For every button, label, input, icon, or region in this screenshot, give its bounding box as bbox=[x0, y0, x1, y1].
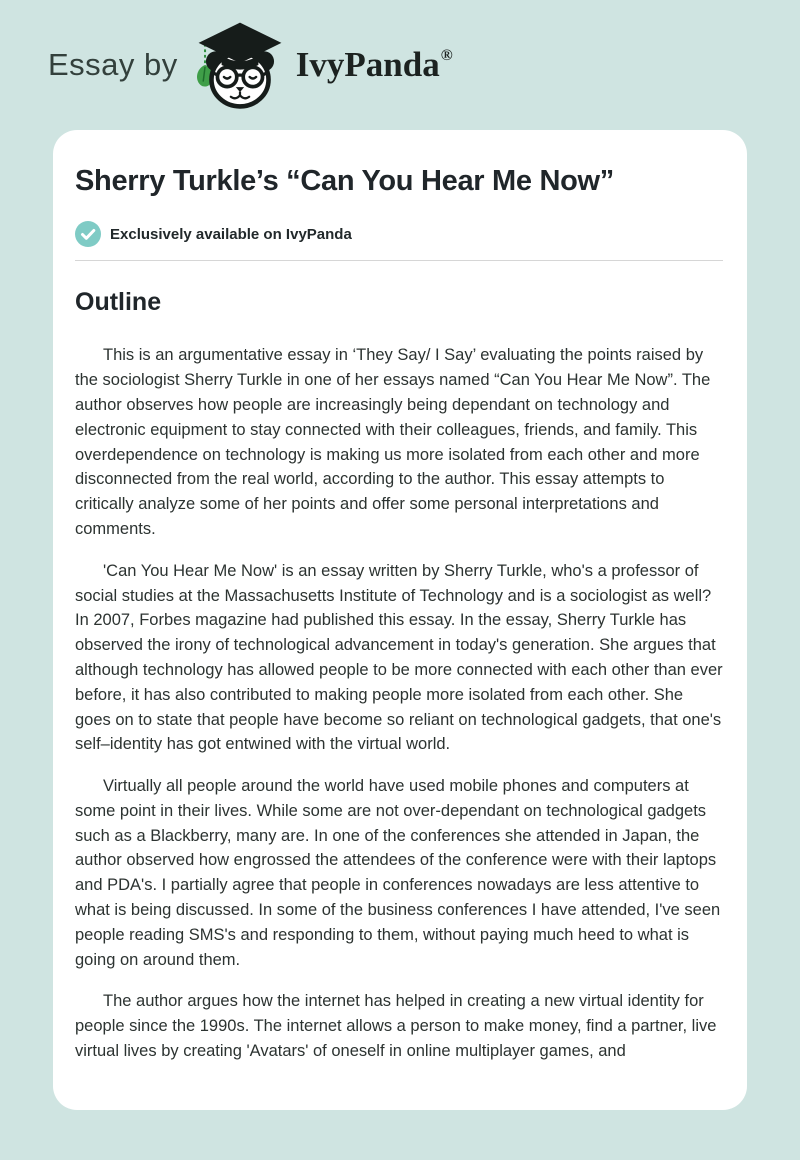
divider bbox=[75, 260, 723, 261]
essay-body bbox=[75, 343, 723, 1064]
availability-text: Exclusively available on IvyPanda bbox=[110, 225, 352, 243]
registered-trademark: ® bbox=[440, 47, 453, 64]
panda-graduate-icon bbox=[194, 19, 286, 111]
outline-heading: Outline bbox=[75, 288, 162, 317]
essay-paragraph: The author argues how the internet has helped in creating a new virtual identity for people since the 1990s. The internet allows a person to make money, find a partner, live virtual lives by creating 'Avatars' of oneself in online multiplayer games, and bbox=[75, 992, 717, 1061]
essay-card bbox=[53, 130, 747, 1110]
essay-by-label: Essay by bbox=[48, 47, 178, 82]
brand-name: IvyPanda bbox=[295, 45, 440, 84]
brand-wordmark[interactable] bbox=[296, 45, 453, 85]
essay-paragraph: 'Can You Hear Me Now' is an essay written by Sherry Turkle, who's a professor of social studies at the Massachusetts Institute of Technology and is a sociologist as well? In 2007, Forbes magazine had published this essay. In the essay, Sherry Turkle has observed the irony of technological advancement in today's generation. She argues that although technology has allowed people to be more connected with each other than ever before, it has also contributed to making people more isolated from each other. She goes on to state that people have become so reliant on technological gadgets, that one's self–identity has got entwined with the virtual world. bbox=[75, 561, 723, 754]
page-title: Sherry Turkle’s “Can You Hear Me Now” bbox=[75, 165, 614, 197]
availability-badge bbox=[75, 221, 723, 247]
header bbox=[0, 0, 800, 130]
ivypanda-logo[interactable] bbox=[194, 19, 286, 111]
check-icon bbox=[75, 221, 101, 247]
essay-paragraph: This is an argumentative essay in ‘They Say/ I Say’ evaluating the points raised by the sociologist Sherry Turkle in one of her essays named “Can You Hear Me Now”. The author observes how people are increasingly being dependant on technology and electronic equipment to stay connected with their colleagues, friends, and family. This overdependence on technology is making us more isolated from each other and more disconnected from the real world, according to the author. This essay attempts to critically analyze some of her points and offer some personal interpretations and comments. bbox=[75, 346, 711, 538]
essay-paragraph: Virtually all people around the world have used mobile phones and computers at some point in their lives. While some are not over-dependant on technological gadgets such as a Blackberry, many are. In one of the conferences she attended in Japan, the author observed how engrossed the attendees of the conference were with their laptops and PDA's. I partially agree that people in conferences nowadays are less attentive to what is being discussed. In some of the business conferences I have attended, I've seen people reading SMS's and responding to them, without paying much heed to what is going on around them. bbox=[75, 777, 721, 969]
